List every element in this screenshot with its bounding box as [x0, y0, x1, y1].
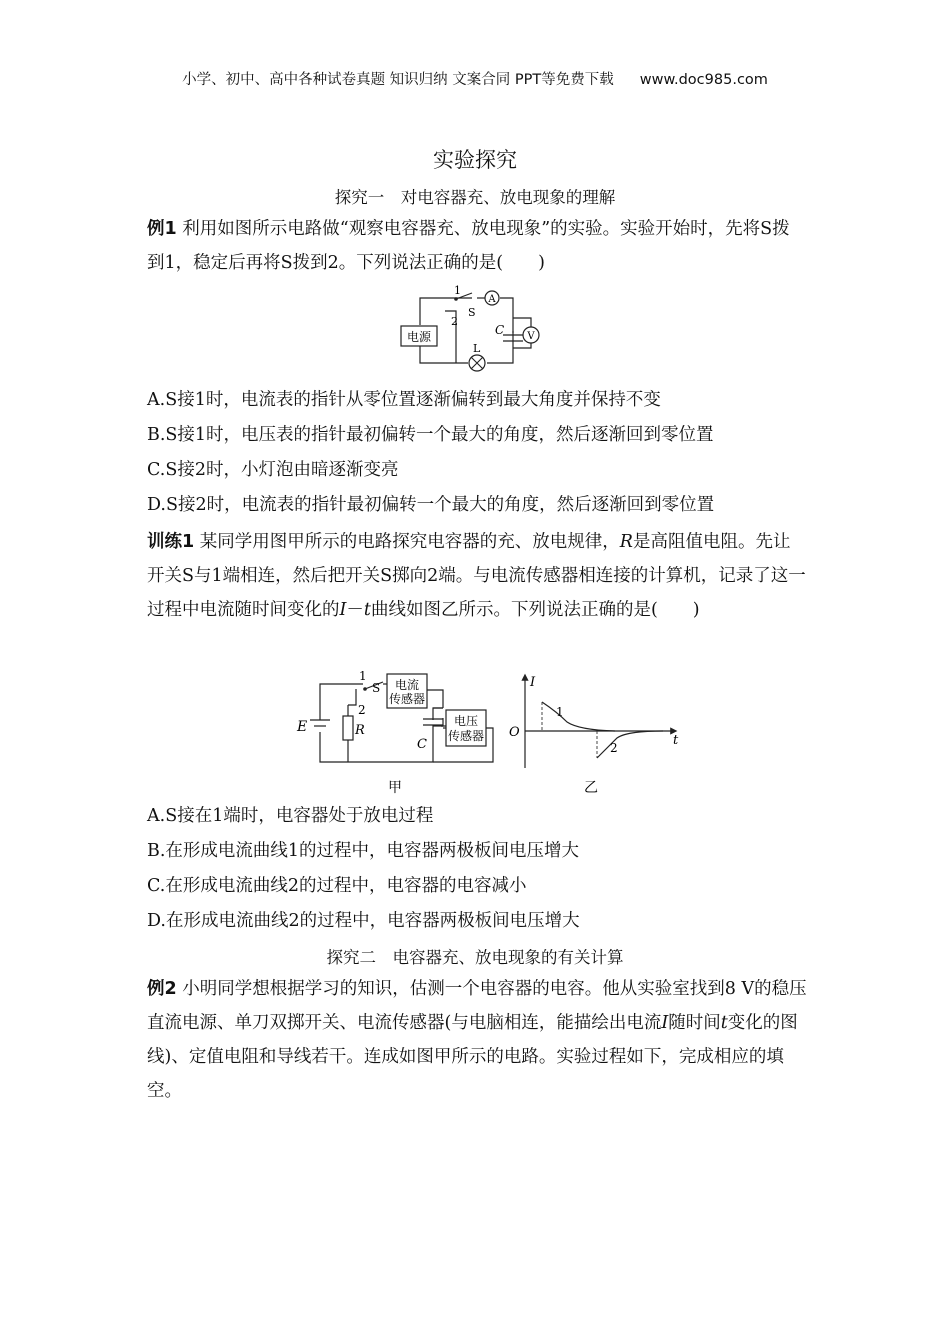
example1-option-c: C.S接2时，小灯泡由暗逐渐变亮	[147, 460, 399, 480]
page-title: 实验探究	[433, 148, 517, 172]
switch-pos2: 2	[451, 315, 458, 328]
example1-circuit-figure	[390, 285, 560, 373]
example1-label: 例1	[147, 219, 177, 239]
capacitor-label: C	[495, 323, 505, 337]
switch-pos1: 1	[454, 285, 461, 297]
training1-r-symbol: R	[619, 532, 633, 552]
training1-label: 训练1	[147, 532, 195, 552]
origin-label: O	[509, 725, 520, 740]
example1-option-a: A.S接1时，电流表的指针从零位置逐渐偏转到最大角度并保持不变	[147, 390, 661, 410]
voltage-sensor-line1: 电压	[453, 714, 479, 728]
lamp-symbol	[469, 355, 485, 371]
current-sensor-line1: 电流	[394, 678, 420, 692]
header-url[interactable]: www.doc985.com	[639, 72, 768, 88]
switch-label-a: S	[372, 681, 381, 695]
resistor-label: R	[355, 723, 365, 738]
training1-text	[147, 525, 807, 627]
curve-2-label: 2	[610, 741, 618, 755]
page-header	[0, 68, 950, 89]
example2-text-c: 变化的图线)、定值电阻和导线若干。连成如图甲所示的电路。实验过程如下，完成相应的填空。	[147, 1013, 798, 1101]
curve-1	[542, 702, 615, 731]
voltmeter-label: V	[527, 331, 535, 342]
power-source-label: 电源	[406, 330, 432, 344]
y-axis-label: I	[530, 675, 536, 690]
x-axis-label: t	[673, 733, 679, 748]
example1-option-b: B.S接1时，电压表的指针最初偏转一个最大的角度，然后逐渐回到零位置	[147, 425, 714, 445]
training1-text-c: 曲线如图乙所示。下列说法正确的是( )	[370, 600, 700, 620]
training1-option-b: B.在形成电流曲线1的过程中，电容器两极板间电压增大	[147, 841, 580, 861]
ammeter-label: A	[488, 294, 496, 305]
training1-text-b: 是高阻值电阻。先让开关S与1端相连，然后把开关S掷向2端。与电流传感器相连接的计算机，记录了这一过程中电流随时间变化的	[147, 532, 806, 620]
current-sensor-line2: 传感器	[388, 692, 426, 706]
example1-body: 利用如图所示电路做“观察电容器充、放电现象”的实验。实验开始时，先将S拨到1，稳定后再将S拨到2。下列说法正确的是( )	[147, 219, 790, 273]
figure-a-caption: 甲	[388, 780, 402, 796]
training1-option-c: C.在形成电流曲线2的过程中，电容器的电容减小	[147, 876, 527, 896]
section1-title: 探究一 对电容器充、放电现象的理解	[334, 188, 616, 207]
section2-title: 探究二 电容器充、放电现象的有关计算	[326, 948, 624, 967]
training1-option-d: D.在形成电流曲线2的过程中，电容器两极板间电压增大	[147, 911, 580, 931]
curve-1-label: 1	[556, 705, 564, 719]
training1-i-symbol: I	[339, 600, 347, 620]
example2-text	[147, 972, 807, 1108]
training1-graph-figure	[505, 672, 685, 798]
switch-pos2-a: 2	[358, 703, 366, 717]
training1-option-a: A.S接在1端时，电容器处于放电过程	[147, 806, 434, 826]
training1-t-symbol: t	[363, 600, 371, 620]
example2-label: 例2	[147, 979, 177, 999]
example2-i-symbol: I	[661, 1013, 669, 1033]
emf-label: E	[297, 719, 308, 735]
curve-2	[597, 731, 663, 758]
training1-circuit-figure	[293, 668, 498, 798]
switch-label: S	[468, 306, 476, 319]
lamp-label: L	[473, 342, 481, 355]
voltage-sensor-line2: 传感器	[447, 729, 485, 743]
figure-b-caption: 乙	[584, 780, 598, 796]
training1-text-a: 某同学用图甲所示的电路探究电容器的充、放电规律，	[199, 532, 620, 552]
example2-text-a: 小明同学想根据学习的知识，估测一个电容器的电容。他从实验室找到8 V的稳压直流电源、单刀双掷开关、电流传感器(与电脑相连，能描绘出电流	[147, 979, 807, 1033]
header-site-text: 小学、初中、高中各种试卷真题 知识归纳 文案合同 PPT等免费下载	[182, 72, 614, 88]
example1-option-d: D.S接2时，电流表的指针最初偏转一个最大的角度，然后逐渐回到零位置	[147, 495, 715, 515]
switch-pivot	[454, 297, 458, 301]
training1-dash: －	[346, 600, 364, 620]
example2-t-symbol: t	[720, 1013, 728, 1033]
example1-text	[147, 212, 807, 280]
example2-text-b: 随时间	[668, 1013, 721, 1033]
resistor-symbol	[343, 716, 353, 740]
switch-pivot-a	[363, 687, 367, 691]
switch-pos1-a: 1	[359, 669, 367, 683]
capacitor-label-a: C	[417, 737, 427, 752]
